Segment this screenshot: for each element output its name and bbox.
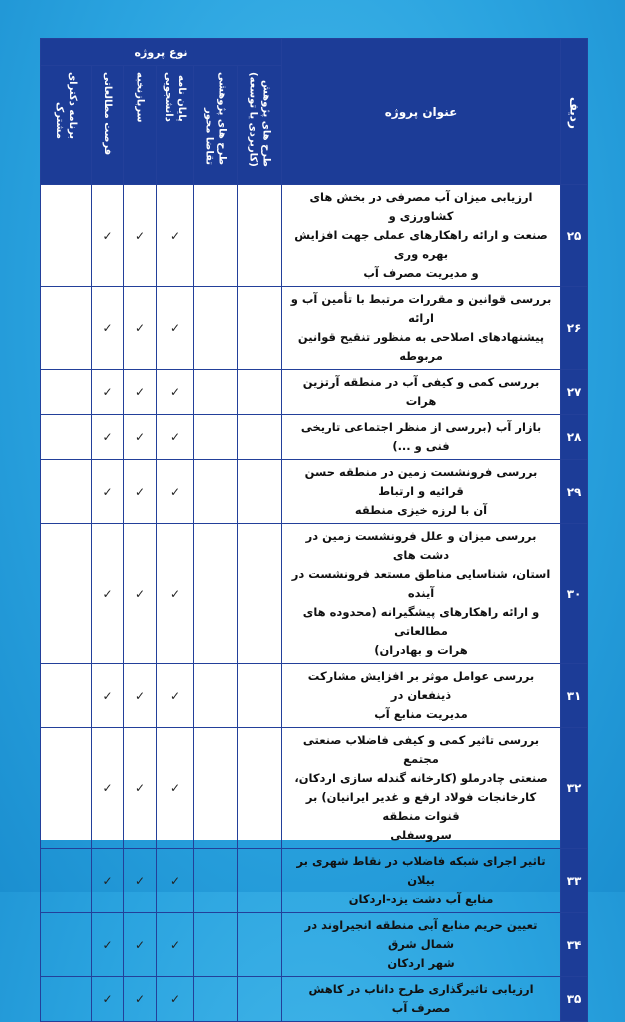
row-number: ۲۸ <box>561 415 588 460</box>
check-mark-icon: ✓ <box>124 185 157 287</box>
type-header-sabbatical <box>92 66 124 185</box>
empty-cell <box>41 664 92 728</box>
table-row <box>41 849 588 913</box>
row-number: ۳۵ <box>561 977 588 1022</box>
table-row <box>41 664 588 728</box>
type-header-elite-soldier <box>124 66 157 185</box>
empty-cell <box>194 977 238 1022</box>
type-header-demand-driven <box>194 66 238 185</box>
row-number: ۲۶ <box>561 287 588 370</box>
check-mark-icon: ✓ <box>124 415 157 460</box>
project-title: بررسی قوانین و مقررات مرتبط با تأمین آب و ارائه پیشنهادهای اصلاحی به منظور تنقیح قوانین مربوطه <box>282 287 561 370</box>
empty-cell <box>194 524 238 664</box>
empty-cell <box>194 728 238 849</box>
project-title: ارزیابی میزان آب مصرفی در بخش های کشاورزی و صنعت و ارائه راهکارهای عملی جهت افزایش بهره وری و مدیریت مصرف آب <box>282 185 561 287</box>
check-mark-icon: ✓ <box>124 913 157 977</box>
empty-cell <box>41 849 92 913</box>
empty-cell <box>238 977 282 1022</box>
check-mark-icon: ✓ <box>157 185 194 287</box>
empty-cell <box>41 185 92 287</box>
project-type-group-header <box>41 39 282 66</box>
project-title: تعیین حریم منابع آبی منطقه انجیراوند در شمال شرق شهر اردکان <box>282 913 561 977</box>
check-mark-icon: ✓ <box>92 287 124 370</box>
row-number: ۲۵ <box>561 185 588 287</box>
check-mark-icon: ✓ <box>157 370 194 415</box>
empty-cell <box>238 460 282 524</box>
type-header-joint-phd <box>41 66 92 185</box>
table-row <box>41 287 588 370</box>
type-label: طرح های پژوهش (کاربردی یا توسعه) <box>247 72 272 167</box>
row-number: ۳۳ <box>561 849 588 913</box>
empty-cell <box>194 849 238 913</box>
check-mark-icon: ✓ <box>92 415 124 460</box>
row-number: ۲۷ <box>561 370 588 415</box>
empty-cell <box>41 460 92 524</box>
check-mark-icon: ✓ <box>124 664 157 728</box>
table-row <box>41 185 588 287</box>
type-label: پایان نامه دانشجویی <box>163 72 188 122</box>
header-row-top <box>41 39 588 66</box>
empty-cell <box>238 913 282 977</box>
empty-cell <box>194 460 238 524</box>
empty-cell <box>238 415 282 460</box>
table-row <box>41 728 588 849</box>
table-row <box>41 415 588 460</box>
check-mark-icon: ✓ <box>92 524 124 664</box>
row-number: ۳۴ <box>561 913 588 977</box>
check-mark-icon: ✓ <box>92 664 124 728</box>
check-mark-icon: ✓ <box>157 913 194 977</box>
project-title: بررسی کمی و کیفی آب در منطقه آرتزین هرات <box>282 370 561 415</box>
check-mark-icon: ✓ <box>157 849 194 913</box>
table-row <box>41 524 588 664</box>
check-mark-icon: ✓ <box>157 415 194 460</box>
project-rows <box>41 185 588 1022</box>
check-mark-icon: ✓ <box>92 185 124 287</box>
empty-cell <box>41 977 92 1022</box>
row-number: ۲۹ <box>561 460 588 524</box>
empty-cell <box>238 287 282 370</box>
empty-cell <box>194 185 238 287</box>
check-mark-icon: ✓ <box>124 728 157 849</box>
empty-cell <box>194 370 238 415</box>
empty-cell <box>41 913 92 977</box>
project-table-sheet <box>40 38 587 1015</box>
table-row <box>41 460 588 524</box>
empty-cell <box>238 370 282 415</box>
empty-cell <box>238 185 282 287</box>
empty-cell <box>41 524 92 664</box>
check-mark-icon: ✓ <box>124 287 157 370</box>
type-label: سربازنخبه <box>134 72 146 123</box>
empty-cell <box>194 913 238 977</box>
table-row <box>41 977 588 1022</box>
project-table <box>40 38 588 1022</box>
check-mark-icon: ✓ <box>92 460 124 524</box>
check-mark-icon: ✓ <box>124 524 157 664</box>
row-number: ۳۱ <box>561 664 588 728</box>
row-number: ۳۰ <box>561 524 588 664</box>
empty-cell <box>41 287 92 370</box>
empty-cell <box>194 415 238 460</box>
empty-cell <box>238 664 282 728</box>
check-mark-icon: ✓ <box>124 370 157 415</box>
project-title: بررسی عوامل موثر بر افزایش مشارکت ذینفعان در مدیریت منابع آب <box>282 664 561 728</box>
project-title-header-label: عنوان پروژه <box>384 104 458 119</box>
check-mark-icon: ✓ <box>92 849 124 913</box>
table-row <box>41 913 588 977</box>
type-label: طرح های پژوهشی تقاضا محور <box>203 72 228 166</box>
check-mark-icon: ✓ <box>157 460 194 524</box>
project-title: بازار آب (بررسی از منظر اجتماعی تاریخی فنی و ...) <box>282 415 561 460</box>
check-mark-icon: ✓ <box>124 460 157 524</box>
check-mark-icon: ✓ <box>157 664 194 728</box>
table-row <box>41 370 588 415</box>
check-mark-icon: ✓ <box>92 728 124 849</box>
empty-cell <box>238 849 282 913</box>
empty-cell <box>238 728 282 849</box>
row-number-header-label: ردیف <box>567 97 582 129</box>
check-mark-icon: ✓ <box>157 977 194 1022</box>
check-mark-icon: ✓ <box>124 849 157 913</box>
project-title: بررسی میزان و علل فرونشست زمین در دشت های استان، شناسایی مناطق مستعد فرونشست در آینده و ارائه راهکارهای پیشگیرانه (محدوده های مطالعاتی هرات و بهادران) <box>282 524 561 664</box>
empty-cell <box>41 370 92 415</box>
empty-cell <box>194 287 238 370</box>
type-header-applied-research <box>238 66 282 185</box>
check-mark-icon: ✓ <box>157 524 194 664</box>
project-title: بررسی تاثیر کمی و کیفی فاضلاب صنعتی مجتمع صنعتی چادرملو (کارخانه گندله سازی اردکان، کارخانجات فولاد ارفع و غدیر ایرانیان) بر قنوات منطقه سروسفلی <box>282 728 561 849</box>
empty-cell <box>194 664 238 728</box>
check-mark-icon: ✓ <box>92 913 124 977</box>
type-label: فرصت مطالعاتی <box>102 72 114 156</box>
empty-cell <box>41 415 92 460</box>
project-title: بررسی فرونشست زمین در منطقه حسن قرائیه و ارتباط آن با لرزه خیزی منطقه <box>282 460 561 524</box>
check-mark-icon: ✓ <box>92 977 124 1022</box>
type-label: برنامه دکترای مشترک <box>54 72 78 140</box>
check-mark-icon: ✓ <box>157 728 194 849</box>
row-number: ۳۲ <box>561 728 588 849</box>
type-header-thesis <box>157 66 194 185</box>
row-number-header <box>561 39 588 185</box>
empty-cell <box>41 728 92 849</box>
check-mark-icon: ✓ <box>92 370 124 415</box>
project-type-group-label: نوع پروژه <box>134 45 188 59</box>
project-title-header <box>282 39 561 185</box>
empty-cell <box>238 524 282 664</box>
check-mark-icon: ✓ <box>124 977 157 1022</box>
check-mark-icon: ✓ <box>157 287 194 370</box>
project-title: ارزیابی تاثیرگذاری طرح داناب در کاهش مصرف آب <box>282 977 561 1022</box>
project-title: تاثیر اجرای شبکه فاضلاب در نقاط شهری بر بیلان منابع آب دشت یزد-اردکان <box>282 849 561 913</box>
